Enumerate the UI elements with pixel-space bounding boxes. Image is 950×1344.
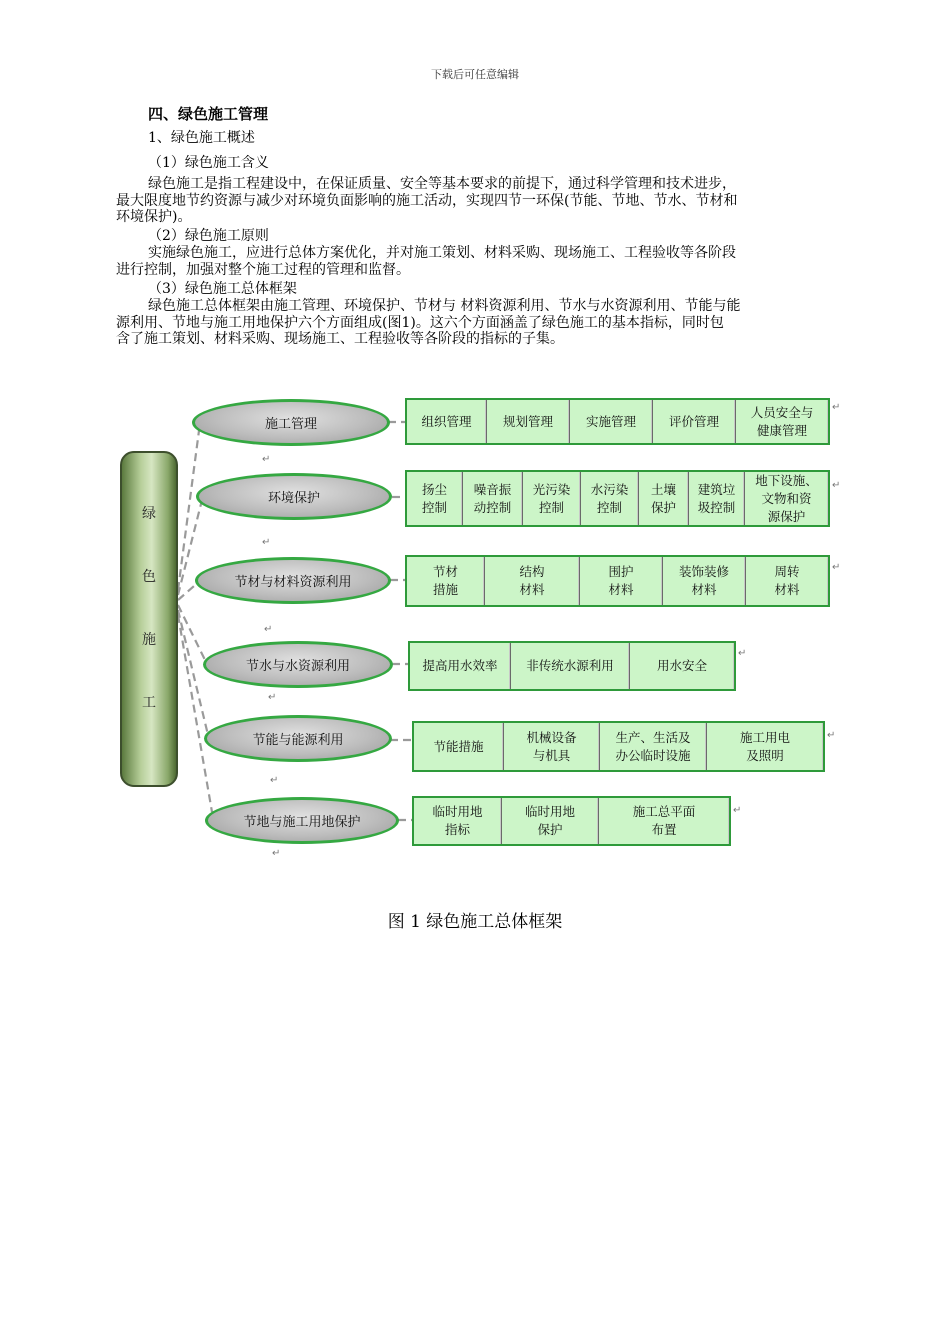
leaf-node: 噪音振 动控制 bbox=[463, 472, 523, 525]
connector-root-to-branch-5 bbox=[178, 610, 208, 735]
paragraph-line: 实施绿色施工，应进行总体方案优化，并对施工策划、材料采购、现场施工、工程验收等各阶段 bbox=[148, 245, 736, 261]
leaf-node: 光污染 控制 bbox=[523, 472, 581, 525]
item-title-principle: （2）绿色施工原则 bbox=[148, 228, 269, 244]
branch-label: 施工管理 bbox=[264, 417, 317, 432]
return-mark: ↵ bbox=[262, 537, 271, 548]
return-mark: ↵ bbox=[832, 402, 841, 413]
figure-caption: 图 1 绿色施工总体框架 bbox=[387, 912, 563, 932]
branch-label: 节水与水资源利用 bbox=[245, 659, 350, 674]
paragraph-line: 绿色施工总体框架由施工管理、环境保护、节材与 材料资源利用、节水与水资源利用、节能与能 bbox=[148, 298, 741, 314]
leaf-node: 节能措施 bbox=[414, 723, 504, 770]
leaf-node: 生产、生活及 办公临时设施 bbox=[600, 723, 707, 770]
branch-items-row bbox=[412, 721, 825, 772]
branch-label: 环境保护 bbox=[267, 491, 320, 506]
branch-items-row bbox=[408, 641, 736, 691]
paragraph-line: 环境保护)。 bbox=[116, 209, 192, 225]
branch-items-row bbox=[405, 470, 830, 527]
connector-root-to-branch-1 bbox=[178, 423, 200, 590]
branch-label: 节能与能源利用 bbox=[252, 733, 344, 748]
leaf-node: 施工总平面 布置 bbox=[599, 798, 729, 844]
leaf-node: 规划管理 bbox=[487, 400, 570, 443]
leaf-node: 施工用电 及照明 bbox=[707, 723, 823, 770]
paragraph-line: 绿色施工是指工程建设中，在保证质量、安全等基本要求的前提下，通过科学管理和技术进步， bbox=[148, 176, 736, 192]
root-char: 工 bbox=[142, 695, 156, 711]
leaf-node: 周转 材料 bbox=[746, 557, 828, 605]
return-mark: ↵ bbox=[264, 624, 273, 635]
leaf-node: 用水安全 bbox=[630, 643, 734, 689]
branch-label: 节地与施工用地保护 bbox=[243, 815, 361, 830]
return-mark: ↵ bbox=[733, 805, 742, 816]
branch-items-row bbox=[412, 796, 731, 846]
page-header-note: 下载后可任意编辑 bbox=[431, 68, 519, 81]
leaf-node: 临时用地 指标 bbox=[414, 798, 502, 844]
branch-node-construction-management bbox=[192, 399, 390, 446]
leaf-node: 地下设施、 文物和资 源保护 bbox=[745, 472, 828, 525]
branch-node-land-saving bbox=[205, 797, 399, 844]
leaf-node: 水污染 控制 bbox=[581, 472, 639, 525]
branch-items-row bbox=[405, 398, 830, 445]
subsection-title: 1、绿色施工概述 bbox=[148, 130, 255, 146]
item-title-definition: （1）绿色施工含义 bbox=[148, 155, 269, 171]
branch-node-energy-saving bbox=[204, 715, 392, 762]
leaf-node: 临时用地 保护 bbox=[502, 798, 599, 844]
leaf-node: 装饰装修 材料 bbox=[663, 557, 746, 605]
leaf-node: 组织管理 bbox=[407, 400, 487, 443]
return-mark: ↵ bbox=[270, 775, 279, 786]
return-mark: ↵ bbox=[738, 648, 747, 659]
connector-root-to-branch-6 bbox=[178, 615, 212, 812]
branch-node-water-saving bbox=[203, 641, 393, 688]
paragraph-line: 进行控制，加强对整个施工过程的管理和监督。 bbox=[116, 261, 410, 278]
root-char: 绿 bbox=[142, 506, 156, 522]
return-mark: ↵ bbox=[272, 848, 281, 859]
return-mark: ↵ bbox=[832, 480, 841, 491]
branch-node-environmental-protection bbox=[196, 473, 392, 520]
section-heading: 四、绿色施工管理 bbox=[148, 105, 269, 123]
leaf-node: 评价管理 bbox=[653, 400, 736, 443]
return-mark: ↵ bbox=[268, 692, 277, 703]
leaf-node: 节材 措施 bbox=[407, 557, 485, 605]
leaf-node: 建筑垃 圾控制 bbox=[689, 472, 745, 525]
leaf-node: 围护 材料 bbox=[580, 557, 663, 605]
return-mark: ↵ bbox=[262, 454, 271, 465]
item-title-framework: （3）绿色施工总体框架 bbox=[148, 281, 297, 297]
leaf-node: 结构 材料 bbox=[485, 557, 580, 605]
leaf-node: 实施管理 bbox=[570, 400, 653, 443]
return-mark: ↵ bbox=[827, 730, 836, 741]
leaf-node: 机械设备 与机具 bbox=[504, 723, 600, 770]
branch-label: 节材与材料资源利用 bbox=[234, 575, 352, 590]
root-char: 施 bbox=[142, 632, 156, 648]
root-node bbox=[120, 451, 178, 787]
paragraph-line: 含了施工策划、材料采购、现场施工、工程验收等各阶段的指标的子集。 bbox=[116, 331, 564, 347]
leaf-node: 扬尘 控制 bbox=[407, 472, 463, 525]
leaf-node: 人员安全与 健康管理 bbox=[736, 400, 828, 443]
leaf-node: 提高用水效率 bbox=[410, 643, 511, 689]
paragraph-line: 最大限度地节约资源与减少对环境负面影响的施工活动，实现四节一环保(节能、节地、节水、节材和 bbox=[116, 192, 738, 209]
return-mark: ↵ bbox=[832, 562, 841, 573]
paragraph-line: 源利用、节地与施工用地保护六个方面组成(图1)。这六个方面涵盖了绿色施工的基本指标，同时包 bbox=[116, 314, 724, 331]
branch-items-row bbox=[405, 555, 830, 607]
leaf-node: 非传统水源利用 bbox=[511, 643, 630, 689]
branch-node-material-saving bbox=[195, 557, 391, 604]
root-char: 色 bbox=[142, 569, 156, 585]
leaf-node: 土壤 保护 bbox=[639, 472, 689, 525]
